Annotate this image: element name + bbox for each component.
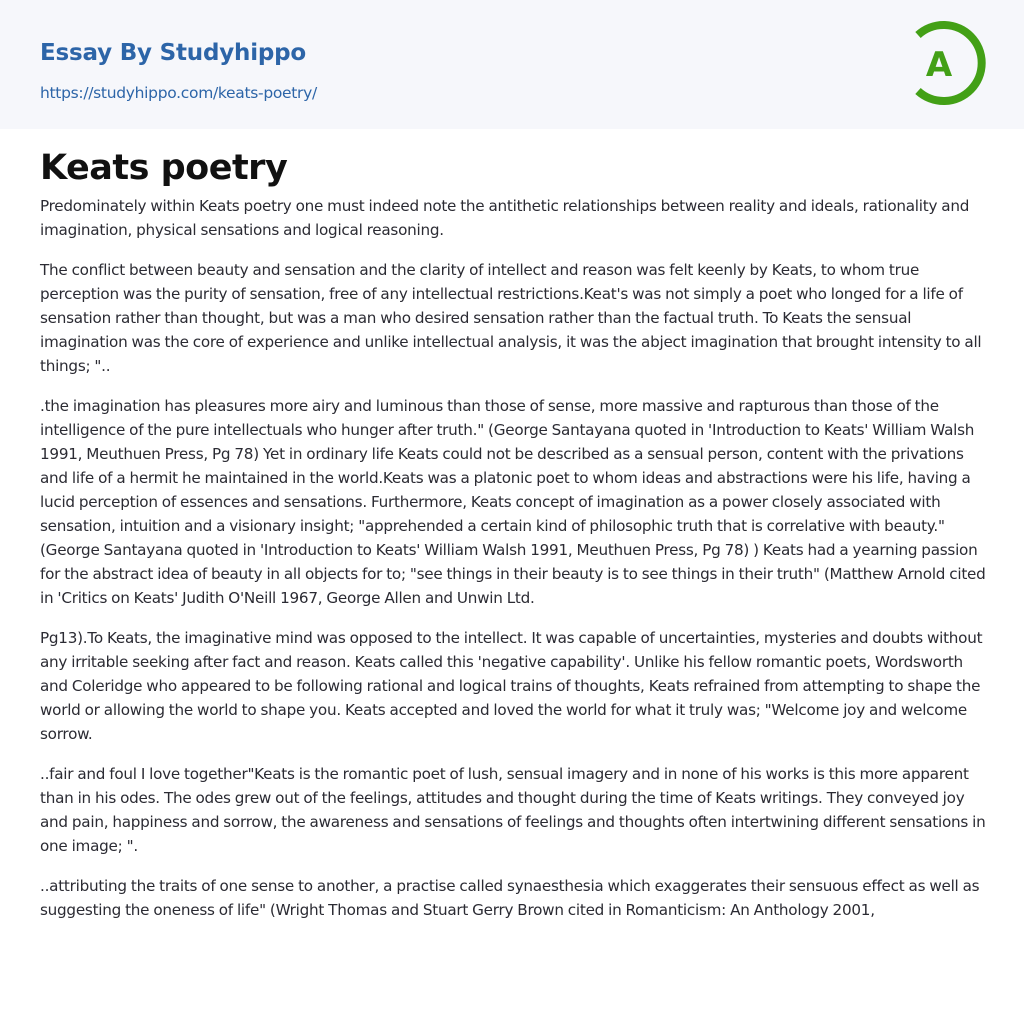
- paragraph: .the imagination has pleasures more airy and luminous than those of sense, more massive and rapturous than those of the intelligence of the pure intellectuals who hunger after truth." (George Santayana quoted in 'Introduction to Keats' William Walsh 1991, Meuthuen Press, Pg 78) Yet in ordinary life Keats could not be described as a sensual person, content with the privations and life of a hermit he maintained in the world.Keats was a platonic poet to whom ideas and abstractions were his life, having a lucid perception of essences and sensations. Furthermore, Keats concept of imagination as a power closely associated with sensation, intuition and a visionary insight; "apprehended a certain kind of philosophic truth that is correlative with beauty." (George Santayana quoted in 'Introduction to Keats' William Walsh 1991, Meuthuen Press, Pg 78) ) Keats had a yearning passion for the abstract idea of beauty in all objects for to; "see things in their beauty is to see things in their truth" (Matthew Arnold cited in 'Critics on Keats' Judith O'Neill 1967, George Allen and Unwin Ltd.: [40, 397, 986, 607]
- brand-title: Essay By Studyhippo: [40, 40, 307, 66]
- logo-letter: A: [925, 45, 953, 85]
- essay-url-link[interactable]: https://studyhippo.com/keats-poetry/: [40, 84, 317, 102]
- paragraph: Predominately within Keats poetry one must indeed note the antithetic relationships between reality and ideals, rationality and imagination, physical sensations and logical reasoning.: [40, 197, 970, 239]
- paragraph: Pg13).To Keats, the imaginative mind was opposed to the intellect. It was capable of uncertainties, mysteries and doubts without any irritable seeking after fact and reason. Keats called this 'negative capability'. Unlike his fellow romantic poets, Wordsworth and Coleridge who appeared to be following rational and logical trains of thoughts, Keats refrained from attempting to shape the world or allowing the world to shape you. Keats accepted and loved the world for what it truly was; "Welcome joy and welcome sorrow.: [40, 629, 983, 743]
- paragraph: ..fair and foul I love together"Keats is the romantic poet of lush, sensual imagery and in none of his works is this more apparent than in his odes. The odes grew out of the feelings, attitudes and thought during the time of Keats writings. They conveyed joy and pain, happiness and sorrow, the awareness and sensations of feelings and thoughts often intertwining different sensations in one image; ".: [40, 765, 986, 855]
- studyhippo-logo-icon[interactable]: [905, 18, 991, 108]
- paragraph: The conflict between beauty and sensation and the clarity of intellect and reason was felt keenly by Keats, to whom true perception was the purity of sensation, free of any intellectual restrictions.Keat's was not simply a poet who longed for a life of sensation rather than thought, but was a man who desired sensation rather than the factual truth. To Keats the sensual imagination was the core of experience and unlike intellectual analysis, it was the abject imagination that brought intensity to all things; "..: [40, 261, 982, 375]
- page-title: Keats poetry: [40, 148, 288, 188]
- article-body: [40, 194, 988, 938]
- paragraph: ..attributing the traits of one sense to another, a practise called synaesthesia which exaggerates their sensuous effect as well as suggesting the oneness of life" (Wright Thomas and Stuart Gerry Brown cited in Romanticism: An Anthology 2001,: [40, 877, 980, 919]
